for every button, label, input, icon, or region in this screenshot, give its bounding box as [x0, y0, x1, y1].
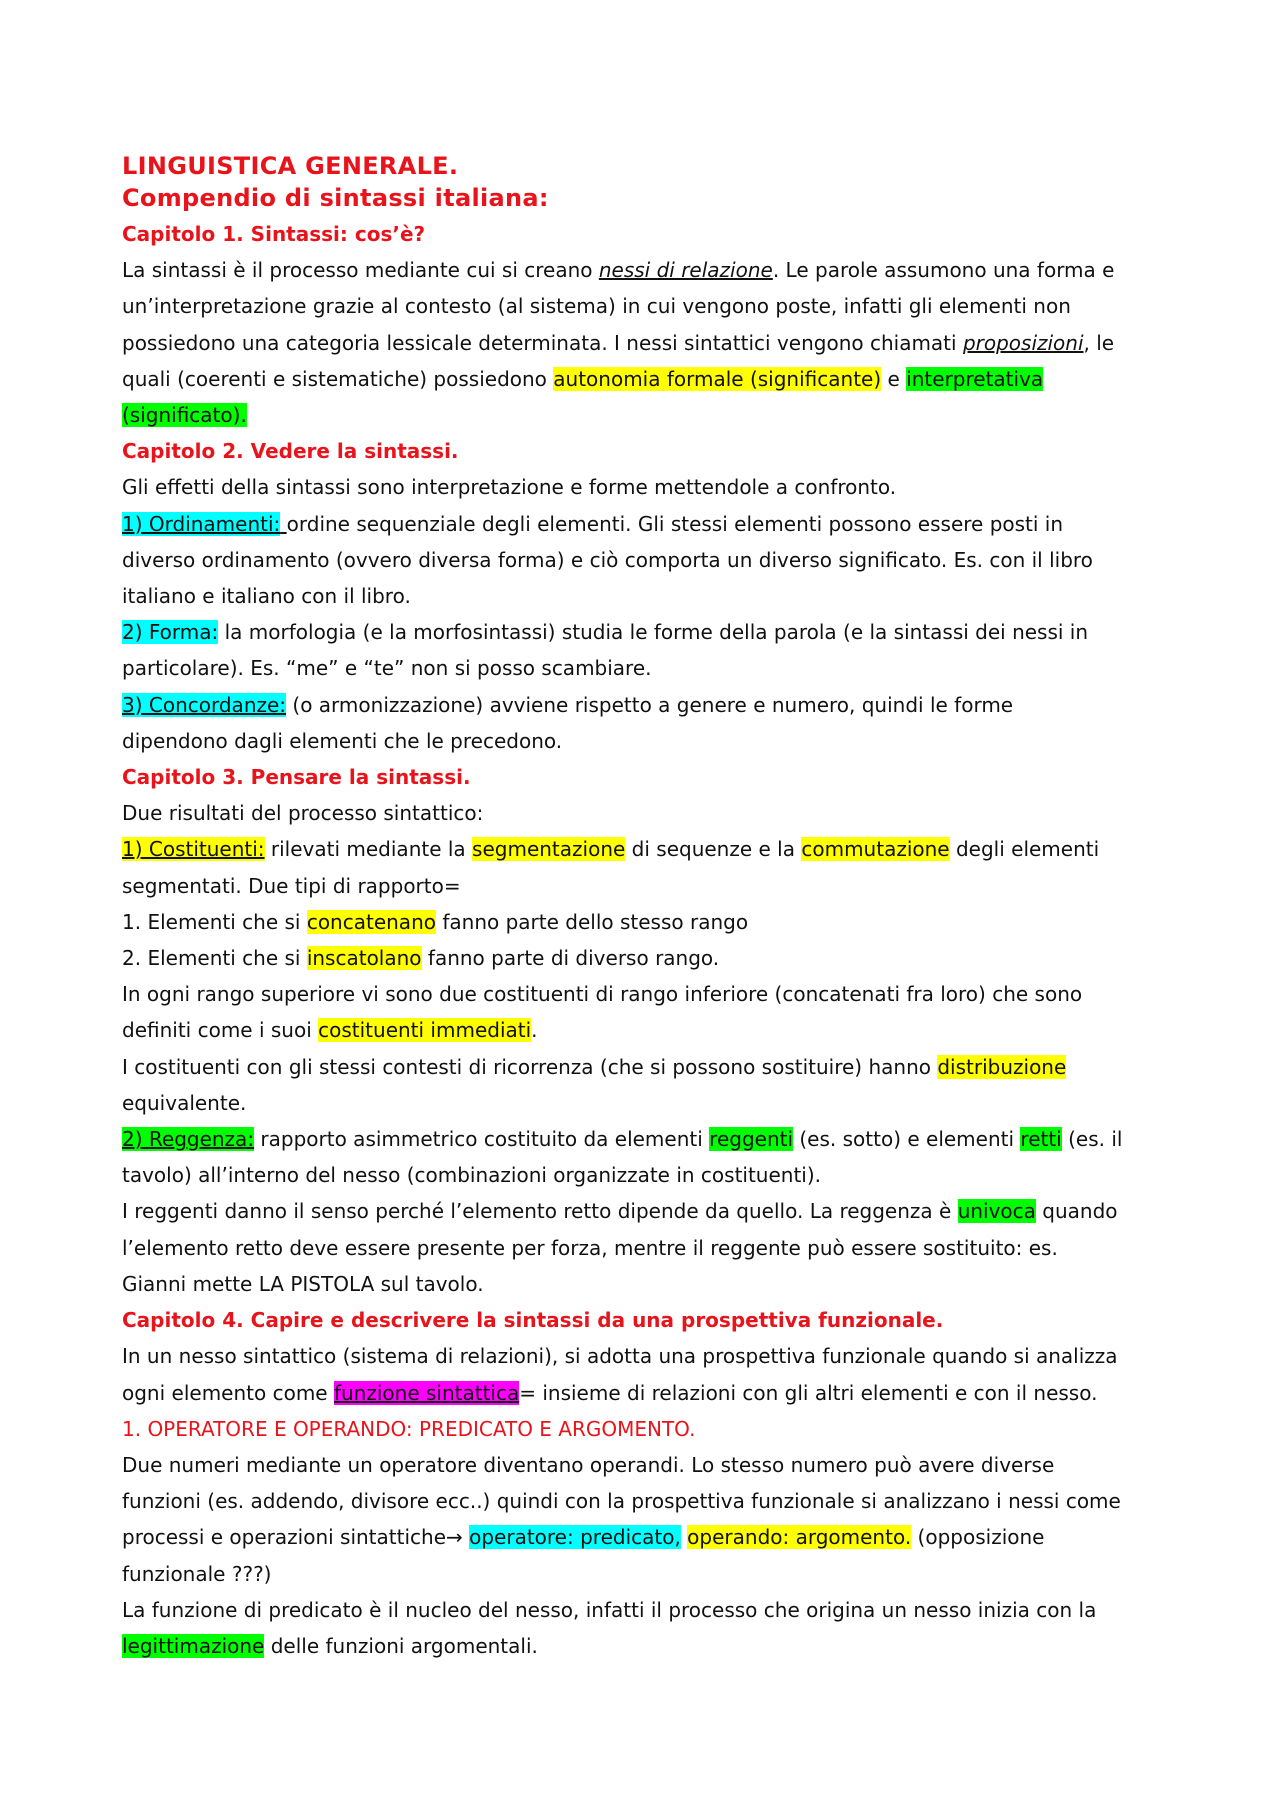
- text-line: [122, 1519, 1167, 1555]
- text-line: [122, 578, 1167, 614]
- text-span: tavolo) all’interno del nesso (combinazioni organizzate in costituenti).: [122, 1163, 822, 1188]
- text-span: ordine sequenziale degli elementi. Gli stessi elementi possono essere posti in: [286, 511, 1064, 536]
- chapter-heading: Capitolo 3. Pensare la sintassi.: [122, 765, 471, 790]
- text-line: [122, 831, 1167, 867]
- highlighted-text: legittimazione: [122, 1633, 265, 1658]
- text-span: definiti come i suoi: [122, 1018, 319, 1043]
- text-span: In un nesso sintattico (sistema di relazioni), si adotta una prospettiva funzionale quando si analizza: [122, 1344, 1118, 1369]
- text-span: processi e operazioni sintattiche→: [122, 1525, 470, 1550]
- highlighted-text: nessi di relazione: [598, 258, 773, 283]
- text-line: [122, 1266, 1167, 1302]
- highlighted-text: 1) Costituenti:: [122, 837, 265, 862]
- text-line: [122, 1447, 1167, 1483]
- text-line: [122, 687, 1167, 723]
- highlighted-text: commutazione: [801, 837, 950, 862]
- highlighted-text: retti: [1020, 1127, 1062, 1152]
- text-span: (opposizione: [911, 1525, 1045, 1550]
- text-line: [122, 1157, 1167, 1193]
- text-line: [122, 1556, 1167, 1592]
- text-span: diverso ordinamento (ovvero diversa forma) e ciò comporta un diverso significato. Es. con il libro: [122, 547, 1093, 572]
- text-span: Gianni mette LA PISTOLA sul tavolo.: [122, 1271, 484, 1296]
- text-span: .: [531, 1018, 538, 1043]
- text-span: possiedono una categoria lessicale determinata. I nessi sintattici vengono chiamati: [122, 330, 963, 355]
- text-line: [122, 469, 1167, 505]
- text-span: fanno parte dello stesso rango: [435, 909, 749, 934]
- text-span: = insieme di relazioni con gli altri elementi e con il nesso.: [519, 1380, 1098, 1405]
- chapter-heading: Capitolo 4. Capire e descrivere la sintassi da una prospettiva funzionale.: [122, 1308, 944, 1333]
- text-span: la morfologia (e la morfosintassi) studia le forme della parola (e la sintassi dei nessi in: [218, 620, 1089, 645]
- text-line: [122, 1592, 1167, 1628]
- document-body: [122, 216, 1167, 1664]
- text-span: e: [881, 366, 907, 391]
- text-span: di sequenze e la: [625, 837, 802, 862]
- text-line: [122, 542, 1167, 578]
- text-line: [122, 1338, 1167, 1374]
- text-line: [122, 397, 1167, 433]
- text-line: [122, 1230, 1167, 1266]
- text-span: funzioni (es. addendo, divisore ecc..) quindi con la prospettiva funzionale si analizzano i nessi come: [122, 1489, 1121, 1514]
- text-span: funzionale ???): [122, 1561, 272, 1586]
- text-line: [122, 940, 1167, 976]
- text-span: Due numeri mediante un operatore diventano operandi. Lo stesso numero può avere diverse: [122, 1452, 1055, 1477]
- text-span: dipendono dagli elementi che le precedono.: [122, 728, 563, 753]
- highlighted-text: reggenti: [709, 1127, 794, 1152]
- text-line: [122, 1411, 1167, 1447]
- text-span: Due risultati del processo sintattico:: [122, 801, 484, 826]
- text-line: [122, 433, 1167, 469]
- text-line: [122, 1483, 1167, 1519]
- highlighted-text: 2) Forma:: [122, 620, 219, 645]
- text-line: [122, 252, 1167, 288]
- text-span: (es. il: [1061, 1127, 1123, 1152]
- document-subtitle: Compendio di sintassi italiana:: [122, 184, 549, 212]
- text-span: (es. sotto) e elementi: [793, 1127, 1021, 1152]
- text-line: [122, 506, 1167, 542]
- text-line: [122, 1193, 1167, 1229]
- highlighted-text: inscatolano: [306, 946, 422, 971]
- text-span: 1. Elementi che si: [122, 909, 307, 934]
- highlighted-text: 3) Concordanze:: [122, 692, 287, 717]
- section-heading: 1. OPERATORE E OPERANDO: PREDICATO E ARGOMENTO.: [122, 1416, 696, 1441]
- chapter-heading: Capitolo 1. Sintassi: cos’è?: [122, 222, 426, 246]
- text-span: equivalente.: [122, 1090, 247, 1115]
- text-span: quando: [1035, 1199, 1118, 1224]
- text-line: [122, 216, 1167, 252]
- text-line: [122, 1302, 1167, 1338]
- text-line: [122, 904, 1167, 940]
- text-span: I reggenti danno il senso perché l’elemento retto dipende da quello. La reggenza è: [122, 1199, 958, 1224]
- text-span: segmentati. Due tipi di rapporto=: [122, 873, 461, 898]
- highlighted-text: distribuzione: [937, 1054, 1067, 1079]
- text-span: 2. Elementi che si: [122, 946, 307, 971]
- text-span: La sintassi è il processo mediante cui si creano: [122, 258, 599, 283]
- highlighted-text: 1) Ordinamenti:: [122, 511, 281, 536]
- highlighted-text: concatenano: [306, 909, 436, 934]
- text-span: I costituenti con gli stessi contesti di ricorrenza (che si possono sostituire) hanno: [122, 1054, 938, 1079]
- highlighted-text: funzione sintattica: [333, 1380, 520, 1405]
- text-line: [122, 759, 1167, 795]
- text-span: degli elementi: [949, 837, 1100, 862]
- text-span: La funzione di predicato è il nucleo del nesso, infatti il processo che origina un nesso inizia con la: [122, 1597, 1097, 1622]
- text-span: italiano e italiano con il libro.: [122, 584, 411, 609]
- text-span: quali (coerenti e sistematiche) possiedono: [122, 366, 554, 391]
- text-line: [122, 1375, 1167, 1411]
- text-span: rilevati mediante la: [264, 837, 473, 862]
- text-span: rapporto asimmetrico costituito da elementi: [254, 1127, 710, 1152]
- text-line: [122, 1049, 1167, 1085]
- text-span: l’elemento retto deve essere presente per forza, mentre il reggente può essere sostituito: es.: [122, 1235, 1058, 1260]
- highlighted-text: segmentazione: [472, 837, 626, 862]
- text-line: [122, 795, 1167, 831]
- highlighted-text: univoca: [957, 1199, 1036, 1224]
- highlighted-text: 2) Reggenza:: [122, 1127, 255, 1152]
- text-span: In ogni rango superiore vi sono due costituenti di rango inferiore (concatenati fra loro) che sono: [122, 982, 1083, 1007]
- text-line: [122, 650, 1167, 686]
- highlighted-text: operando: argomento.: [687, 1525, 912, 1550]
- document-page: [122, 150, 1167, 1664]
- highlighted-text: interpretativa: [906, 366, 1044, 391]
- text-line: [122, 1121, 1167, 1157]
- text-span: Gli effetti della sintassi sono interpretazione e forme mettendole a confronto.: [122, 475, 897, 500]
- text-span: delle funzioni argomentali.: [264, 1633, 538, 1658]
- text-line: [122, 1012, 1167, 1048]
- chapter-heading: Capitolo 2. Vedere la sintassi.: [122, 439, 459, 464]
- text-span: (o armonizzazione) avviene rispetto a genere e numero, quindi le forme: [286, 692, 1014, 717]
- highlighted-text: operatore: predicato,: [469, 1525, 681, 1550]
- text-line: [122, 288, 1167, 324]
- text-span: ogni elemento come: [122, 1380, 334, 1405]
- highlighted-text: (significato).: [122, 403, 247, 428]
- text-span: un’interpretazione grazie al contesto (al sistema) in cui vengono poste, infatti gli elementi non: [122, 294, 1071, 319]
- text-line: [122, 723, 1167, 759]
- text-line: [122, 1085, 1167, 1121]
- text-span: fanno parte di diverso rango.: [421, 946, 720, 971]
- text-span: particolare). Es. “me” e “te” non si posso scambiare.: [122, 656, 652, 681]
- text-line: [122, 1628, 1167, 1664]
- text-line: [122, 976, 1167, 1012]
- text-span: , le: [1083, 330, 1115, 355]
- text-line: [122, 614, 1167, 650]
- highlighted-text: autonomia formale (significante): [553, 366, 882, 391]
- text-span: . Le parole assumono una forma e: [772, 258, 1115, 283]
- text-line: [122, 325, 1167, 361]
- highlighted-text: costituenti immediati: [318, 1018, 532, 1043]
- text-line: [122, 361, 1167, 397]
- text-line: [122, 868, 1167, 904]
- document-title: LINGUISTICA GENERALE.: [122, 152, 459, 180]
- highlighted-text: proposizioni: [962, 330, 1084, 355]
